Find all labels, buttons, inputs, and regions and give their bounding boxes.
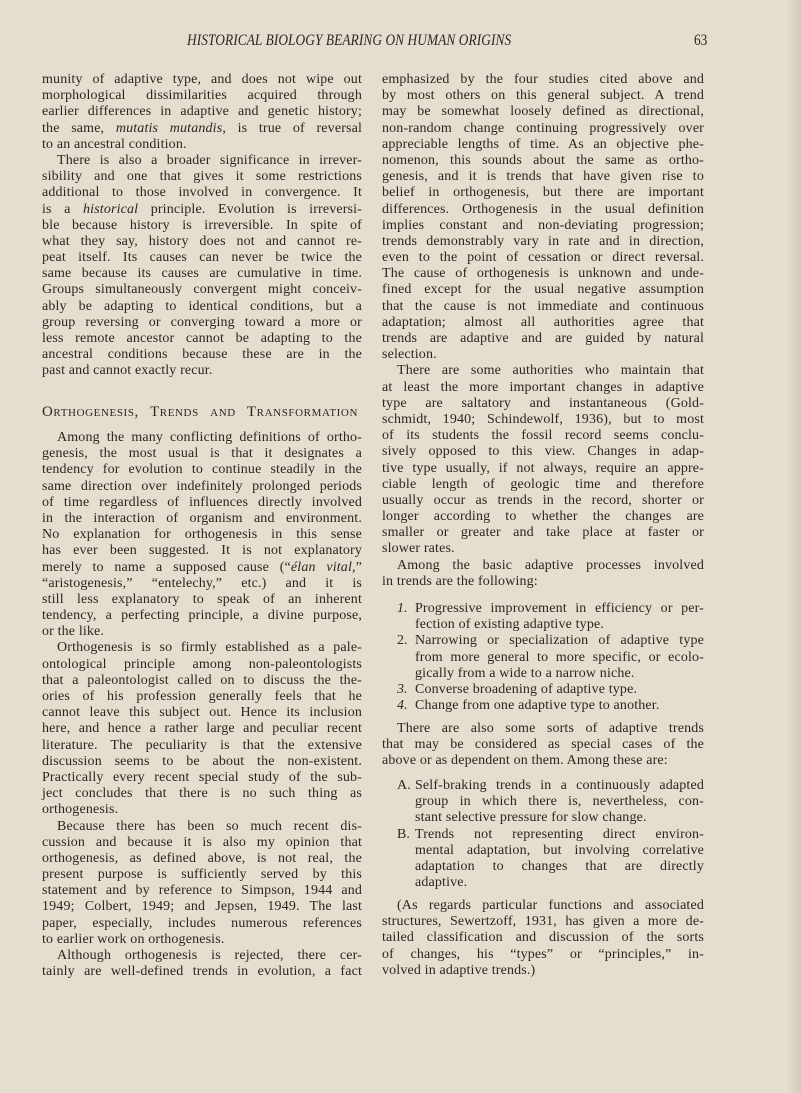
text-line: Progressive improvement in efficiency or per- [415, 601, 704, 616]
text-line: longer according to whether the changes are [382, 509, 704, 525]
list-item [382, 682, 704, 698]
text-line: There is also a broader significance in irrever- [57, 152, 362, 168]
running-title: HISTORICAL BIOLOGY BEARING ON HUMAN ORIGINS [187, 32, 512, 49]
text-line: selection. [382, 347, 437, 363]
paragraph [382, 363, 704, 557]
text-line: mental adaptation, but involving correlative [415, 842, 704, 858]
text-line: cussion and because it is also my opinion that [42, 834, 362, 850]
text-line: morphological dissimilarities acquired through [42, 88, 362, 104]
left-column-text-1 [42, 72, 362, 380]
text-line: Because there has been so much recent dis- [57, 818, 362, 834]
list-marker: 4. [397, 698, 408, 714]
text-line: smaller or greater and take place at faster or [382, 525, 704, 541]
list-marker: B. [397, 826, 410, 842]
right-column-text-1 [382, 72, 704, 590]
text-line: ancestral conditions because these are in the [42, 347, 362, 363]
text-line: stant selective pressure for slow change. [415, 810, 647, 826]
text-line: belief in orthogenesis, but there are important [382, 185, 704, 201]
list-marker: A. [397, 778, 411, 793]
section-heading: Orthogenesis, Trends and Transformation [42, 404, 358, 420]
list-item [382, 778, 704, 827]
text-line: Orthogenesis is so firmly established as a pale- [57, 640, 362, 656]
text-line: ories of his profession generally feels that he [42, 689, 362, 704]
text-line: that a paleontologist called on to discuss the the- [42, 672, 362, 688]
paragraph [382, 898, 704, 979]
text-line: Among the basic adaptive processes involved [397, 557, 704, 573]
paragraph [42, 153, 362, 380]
paragraph [42, 819, 362, 949]
numbered-list [382, 601, 704, 714]
text-line: literature. The peculiarity is that the extensive [42, 737, 362, 753]
list-item [382, 827, 704, 892]
text-line: ontological principle among non-paleontologists [42, 656, 362, 672]
text-line: Practically every recent special study of the sub- [42, 769, 362, 785]
paragraph [382, 558, 704, 590]
text-line: volved in adaptive trends.) [382, 962, 536, 978]
text-line: There are some authorities who maintain that [397, 363, 704, 379]
text-line: adaptation to changes that are directly [415, 858, 704, 874]
text-line: ject concludes that there is no such thing as [42, 786, 362, 802]
text-line: genesis, and it is trends that have given rise to [382, 169, 704, 185]
text-line: peat itself. Its causes can never be twice the [42, 250, 362, 266]
list-item [382, 698, 704, 714]
text-line: 1949; Colbert, 1949; and Jepsen, 1949. The last [42, 899, 362, 915]
text-line: by most others on this general subject. A trend [382, 88, 704, 104]
text-line: of changes, his “types” or “principles,” in- [382, 946, 704, 962]
text-line: in the interaction of organism and environment. [42, 510, 362, 526]
text-line: adaptive. [415, 875, 468, 891]
text-line: No explanation for orthogenesis in this sense [42, 527, 362, 543]
text-line: ably be adapting to identical conditions, but a [42, 298, 362, 314]
paragraph [382, 721, 704, 770]
text-line: non-random change continuing progressively over [382, 120, 704, 136]
text-line: slower rates. [382, 541, 455, 557]
paragraph [42, 430, 362, 640]
text-line: nomenon, this sounds about the same as ortho- [382, 152, 704, 168]
text-line: same because its causes are cumulative in time. [42, 266, 362, 282]
text-line: present purpose is sufficiently served by this [42, 867, 362, 883]
text-line: is a historical principle. Evolution is irreversi- [42, 201, 362, 217]
text-line: structures, Sewertzoff, 1931, has given a more de- [382, 914, 704, 930]
text-line: Self-braking trends in a continuously adapted [415, 778, 704, 793]
text-line: fined except for the usual negative assumption [382, 282, 704, 298]
list-item [382, 601, 704, 633]
text-line: tailed classification and discussion of the sorts [382, 930, 704, 946]
text-line: tendency for evolution to continue steadily in the [42, 462, 362, 478]
list-marker: 1. [397, 601, 408, 616]
text-line: earlier differences in adaptive and genetic history; [42, 104, 362, 120]
text-line: that the cause is not immediate and continuous [382, 298, 704, 314]
text-line: the same, mutatis mutandis, is true of reversal [42, 120, 363, 136]
text-line: of time regardless of influences directly involved [42, 494, 362, 510]
text-line: orthogenesis. [42, 802, 119, 818]
text-line: in trends are the following: [382, 573, 538, 589]
paragraph [42, 948, 362, 980]
text-line: implies constant and non-deviating progression; [382, 217, 704, 233]
text-line: fection of existing adaptive type. [415, 617, 604, 633]
text-line: to an ancestral condition. [42, 136, 187, 152]
text-line: usually occur as trends in the record, shorter or [382, 492, 704, 508]
text-line: tendency, a perfecting principle, a divine purpose, [42, 608, 362, 624]
list-marker: 3. [397, 681, 408, 697]
text-line: trends are adaptive and are guided by natural [382, 331, 704, 346]
text-line: (As regards particular functions and associated [397, 898, 704, 913]
text-line: merely to name a supposed cause (“élan vital,” [42, 559, 363, 575]
text-line: cannot leave this subject out. Hence its inclusion [42, 705, 362, 721]
text-line: sibility and one that gives it some restrictions [42, 169, 362, 185]
text-line: Among the many conflicting definitions of ortho- [57, 430, 362, 445]
text-line: paper, especially, includes numerous references [42, 915, 362, 931]
text-line: There are also some sorts of adaptive trends [397, 721, 704, 736]
paragraph [42, 640, 362, 818]
paragraph [42, 72, 362, 153]
text-line: what they say, history does not and cannot re- [42, 233, 362, 249]
text-line: schmidt, 1940; Schindewolf, 1936), but to most [382, 411, 704, 427]
text-line: group in which there is, nevertheless, con- [415, 794, 704, 810]
text-line: discussion seems to be about the non-existent. [42, 753, 362, 769]
text-line: still less explanatory to speak of an inherent [42, 591, 362, 607]
page-number: 63 [694, 32, 708, 49]
text-line: ble because history is irreversible. In spite of [42, 217, 362, 233]
text-line: Converse broadening of adaptive type. [415, 681, 638, 697]
text-line: may be somewhat loosely defined as directional, [382, 104, 704, 120]
text-line: ciable length of geologic time and therefore [382, 476, 704, 492]
text-line: from more general to more specific, or ecolo- [415, 649, 704, 665]
text-line: Change from one adaptive type to another. [415, 698, 660, 714]
text-line: to earlier work on orthogenesis. [42, 931, 225, 947]
text-line: Although orthogenesis is rejected, there cer- [57, 948, 362, 963]
text-line: or the like. [42, 624, 105, 640]
text-line: emphasized by the four studies cited above and [382, 72, 704, 87]
text-line: above or as dependent on them. Among these are: [382, 753, 668, 769]
text-line: even to the point of cessation or direct reversal. [382, 250, 704, 266]
text-line: Narrowing or specialization of adaptive type [415, 633, 704, 649]
text-line: Trends not representing direct environ- [415, 826, 704, 842]
text-line: appreciable lengths of time. As an objective phe- [382, 136, 704, 152]
list-item [382, 633, 704, 682]
right-column-text-2 [382, 721, 704, 770]
text-line: here, and hence a rather large and peculiar recent [42, 721, 362, 737]
text-line: munity of adaptive type, and does not wipe out [42, 72, 362, 87]
text-line: Groups simultaneously convergent might conceiv- [42, 282, 362, 298]
text-line: has ever been suggested. It is not explanatory [42, 543, 362, 559]
text-line: type are saltatory and instantaneous (Gold- [382, 395, 704, 411]
text-line: genesis, the most usual is that it designates a [42, 446, 362, 462]
list-marker: 2. [397, 633, 408, 649]
page-edge-shadow [787, 0, 801, 1093]
text-line: group reversing or converging toward a more or [42, 314, 362, 330]
text-line: additional to those involved in convergence. It [42, 185, 362, 201]
text-line: sively opposed to this view. Changes in adap- [382, 444, 704, 460]
text-line: of its students the fossil record seems conclu- [382, 428, 704, 444]
text-line: same direction over indefinitely prolonged periods [42, 478, 362, 494]
text-line: that may be considered as special cases of the [382, 737, 704, 753]
text-line: differences. Orthogenesis in the usual definition [382, 201, 704, 217]
text-line: The cause of orthogenesis is unknown and unde- [382, 266, 704, 282]
text-line: “aristogenesis,” “entelechy,” etc.) and it is [42, 575, 362, 591]
text-line: at least the more important changes in adaptive [382, 379, 704, 395]
text-line: trends demonstrably vary in rate and in direction, [382, 233, 704, 249]
text-line: statement and by reference to Simpson, 1944 and [42, 883, 362, 899]
left-column-text-2 [42, 430, 362, 980]
text-line: past and cannot exactly recur. [42, 363, 213, 379]
lettered-list [382, 778, 704, 891]
text-line: tive type usually, if not always, require an appre- [382, 460, 704, 476]
text-line: tainly are well-defined trends in evolution, a fact [42, 964, 362, 980]
text-line: orthogenesis, as defined above, is not real, the [42, 850, 362, 866]
text-line: gically from a wide to a narrow niche. [415, 665, 635, 681]
right-column-text-3 [382, 898, 704, 979]
text-line: adaptation; almost all authorities agree that [382, 314, 704, 330]
paragraph [382, 72, 704, 363]
text-line: less remote ancestor cannot be adapting to the [42, 331, 362, 346]
